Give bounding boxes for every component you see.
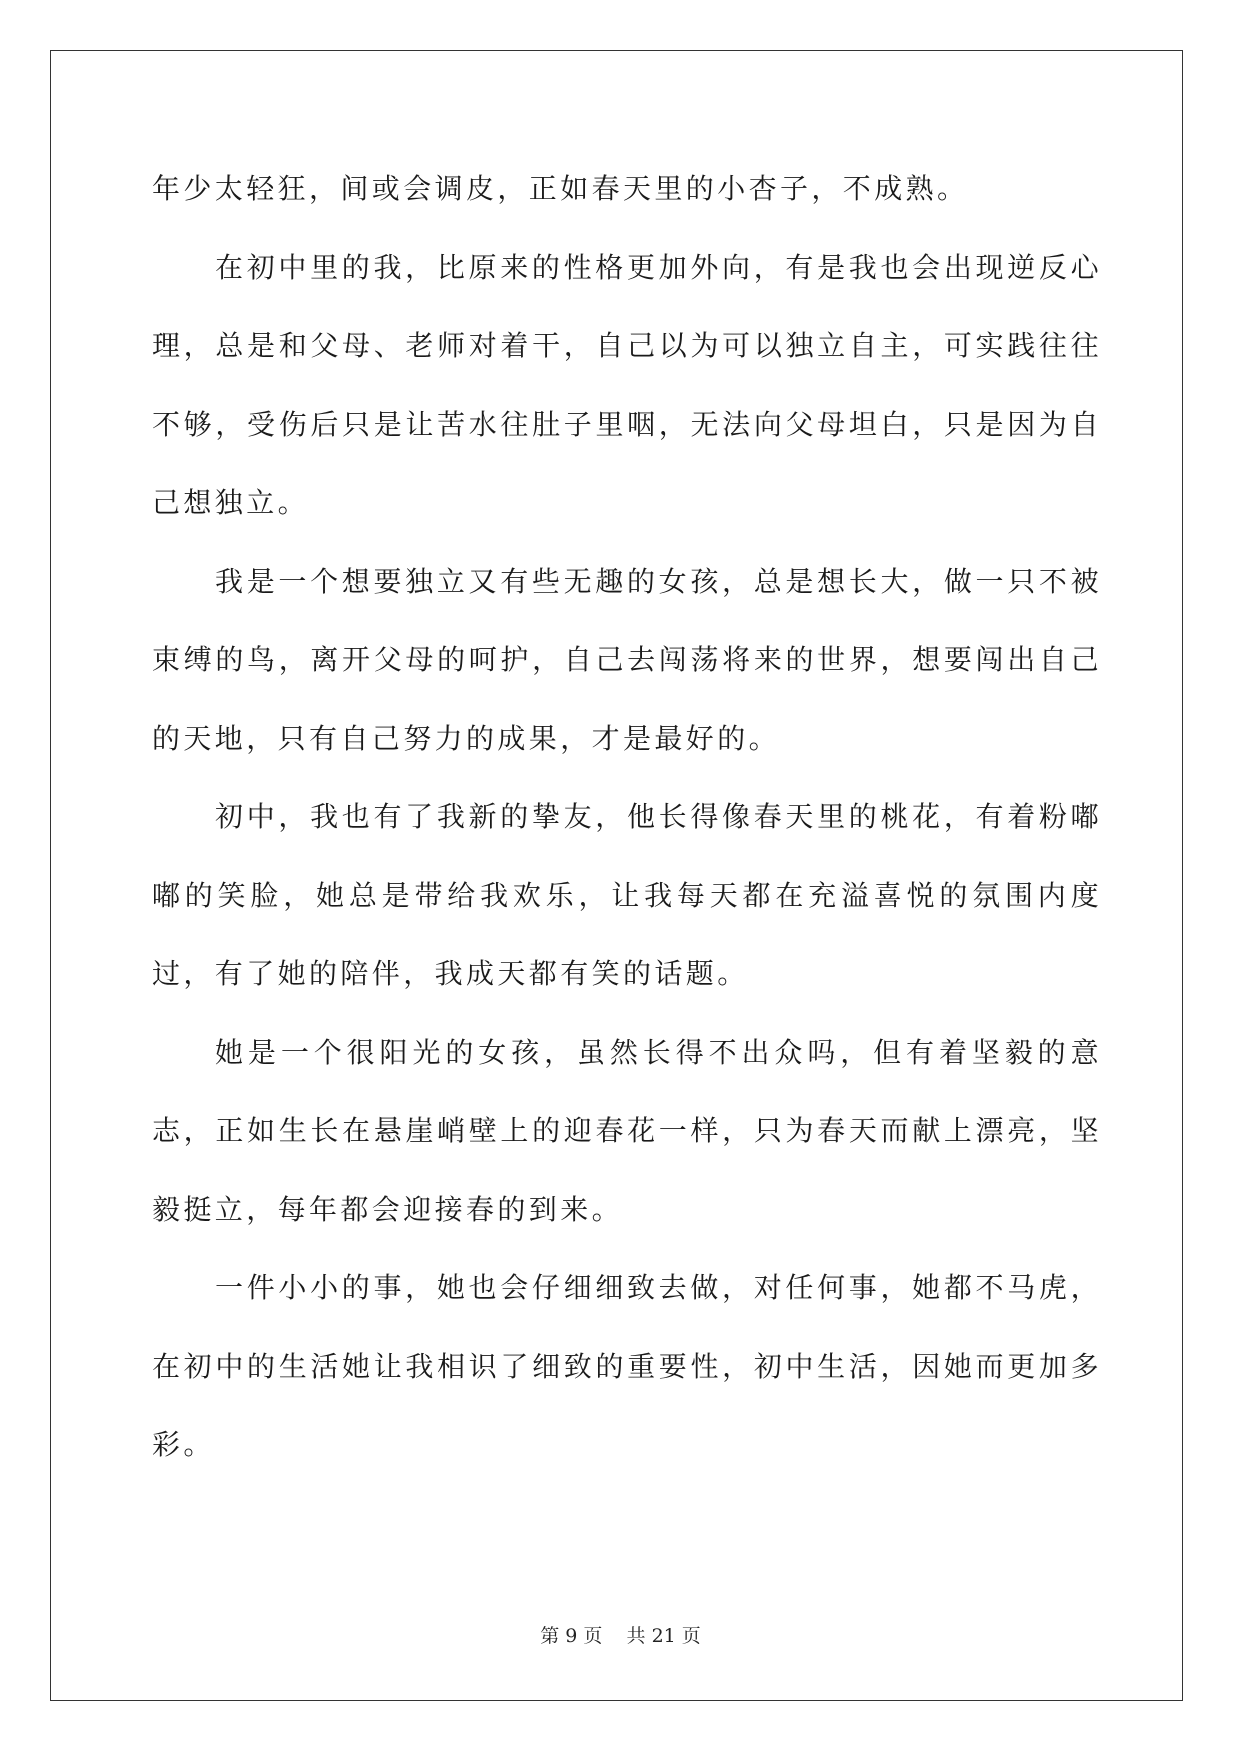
page-number-footer: 第 9 页 共 21 页 bbox=[540, 1625, 701, 1647]
paragraph-3: 我是一个想要独立又有些无趣的女孩，总是想长大，做一只不被束缚的鸟，离开父母的呵护，自己去闯荡将来的世界，想要闯出自己的天地，只有自己努力的成果，才是最好的。 bbox=[152, 564, 1102, 755]
paragraph-6: 一件小小的事，她也会仔细细致去做，对任何事，她都不马虎，在初中的生活她让我相识了细致的重要性，初中生活，因她而更加多彩。 bbox=[152, 1271, 1102, 1461]
paragraph-1: 年少太轻狂，间或会调皮，正如春天里的小杏子，不成熟。 bbox=[152, 172, 969, 205]
document-body bbox=[152, 150, 1102, 1485]
paragraph-2: 在初中里的我，比原来的性格更加外向，有是我也会出现逆反心理，总是和父母、老师对着干，自己以为可以独立自主，可实践往往不够，受伤后只是让苦水往肚子里咽，无法向父母坦白，只是因为自己想独立。 bbox=[152, 250, 1102, 519]
paragraph-5: 她是一个很阳光的女孩，虽然长得不出众吗，但有着坚毅的意志，正如生长在悬崖峭壁上的迎春花一样，只为春天而献上漂亮，坚毅挺立，每年都会迎接春的到来。 bbox=[152, 1035, 1102, 1226]
paragraph-4: 初中，我也有了我新的挚友，他长得像春天里的桃花，有着粉嘟嘟的笑脸，她总是带给我欢乐，让我每天都在充溢喜悦的氛围内度过，有了她的陪伴，我成天都有笑的话题。 bbox=[152, 800, 1102, 990]
